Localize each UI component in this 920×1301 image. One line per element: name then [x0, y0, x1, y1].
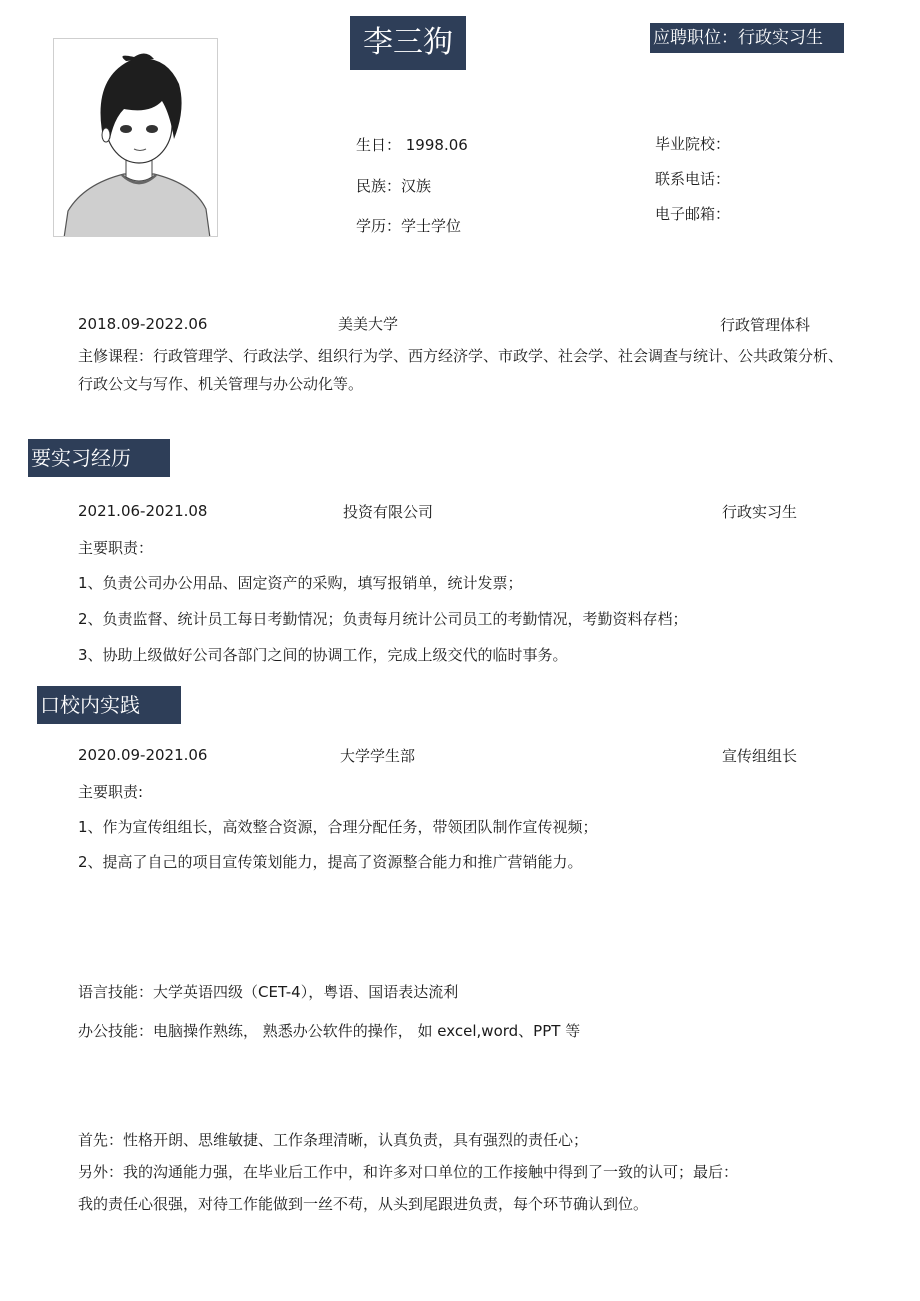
internship-duty-2: 2、负责监督、统计员工每日考勤情况；负责每月统计公司员工的考勤情况，考勤资料存档；: [78, 610, 688, 628]
school-label: 毕业院校：: [655, 135, 731, 153]
campus-org: 大学学生部: [340, 747, 416, 765]
education-major: 行政管理体科: [720, 316, 811, 334]
internship-period: 2021.06-2021.08: [78, 502, 208, 520]
language-skill: 语言技能：大学英语四级（CET-4），粤语、国语表达流利: [78, 983, 459, 1001]
education-period: 2018.09-2022.06: [78, 315, 208, 333]
degree: 学历：学士学位: [356, 217, 462, 235]
section-title-campus: 口校内实践: [37, 686, 181, 724]
phone-label: 联系电话：: [655, 170, 731, 188]
office-skill: 办公技能：电脑操作熟练， 熟悉办公软件的操作， 如 excel,word、PPT 等: [78, 1022, 581, 1040]
email-label: 电子邮箱：: [655, 205, 731, 223]
campus-period: 2020.09-2021.06: [78, 746, 208, 764]
avatar: [53, 38, 218, 237]
self-evaluation-line-1: 首先：性格开朗、思维敏捷、工作条理清晰，认真负责，具有强烈的责任心；: [78, 1131, 589, 1149]
section-title-internship: 要实习经历: [28, 439, 170, 477]
ethnicity: 民族：汉族: [356, 177, 432, 195]
campus-duty-1: 1、作为宣传组组长，高效整合资源，合理分配任务，带领团队制作宣传视频；: [78, 818, 598, 836]
self-evaluation-line-2: 另外：我的沟通能力强，在毕业后工作中，和许多对口单位的工作接触中得到了一致的认可；最后：: [78, 1163, 739, 1181]
self-evaluation-line-3: 我的责任心很强，对待工作能做到一丝不苟，从头到尾跟进负责，每个环节确认到位。: [78, 1195, 649, 1213]
education-courses: 主修课程：行政管理学、行政法学、组织行为学、西方经济学、市政学、社会学、社会调查与统计、公共政策分析、行政公文与写作、机关管理与办公动化等。: [78, 347, 844, 393]
education-school: 美美大学: [338, 315, 399, 333]
internship-duty-1: 1、负责公司办公用品、固定资产的采购，填写报销单，统计发票；: [78, 574, 523, 592]
campus-duty-2: 2、提高了自己的项目宣传策划能力，提高了资源整合能力和推广营销能力。: [78, 853, 583, 871]
internship-duties-label: 主要职责：: [78, 539, 154, 557]
candidate-name: 李三狗: [350, 16, 466, 70]
birth-date: 生日： 1998.06: [356, 136, 468, 154]
avatar-illustration: [54, 39, 218, 237]
internship-duty-3: 3、协助上级做好公司各部门之间的协调工作，完成上级交代的临时事务。: [78, 646, 568, 664]
applied-position: 应聘职位：行政实习生: [650, 23, 844, 53]
campus-role: 宣传组组长: [722, 747, 798, 765]
internship-role: 行政实习生: [722, 503, 798, 521]
campus-duties-label: 主要职责:: [78, 783, 144, 801]
internship-company: 投资有限公司: [343, 503, 434, 521]
